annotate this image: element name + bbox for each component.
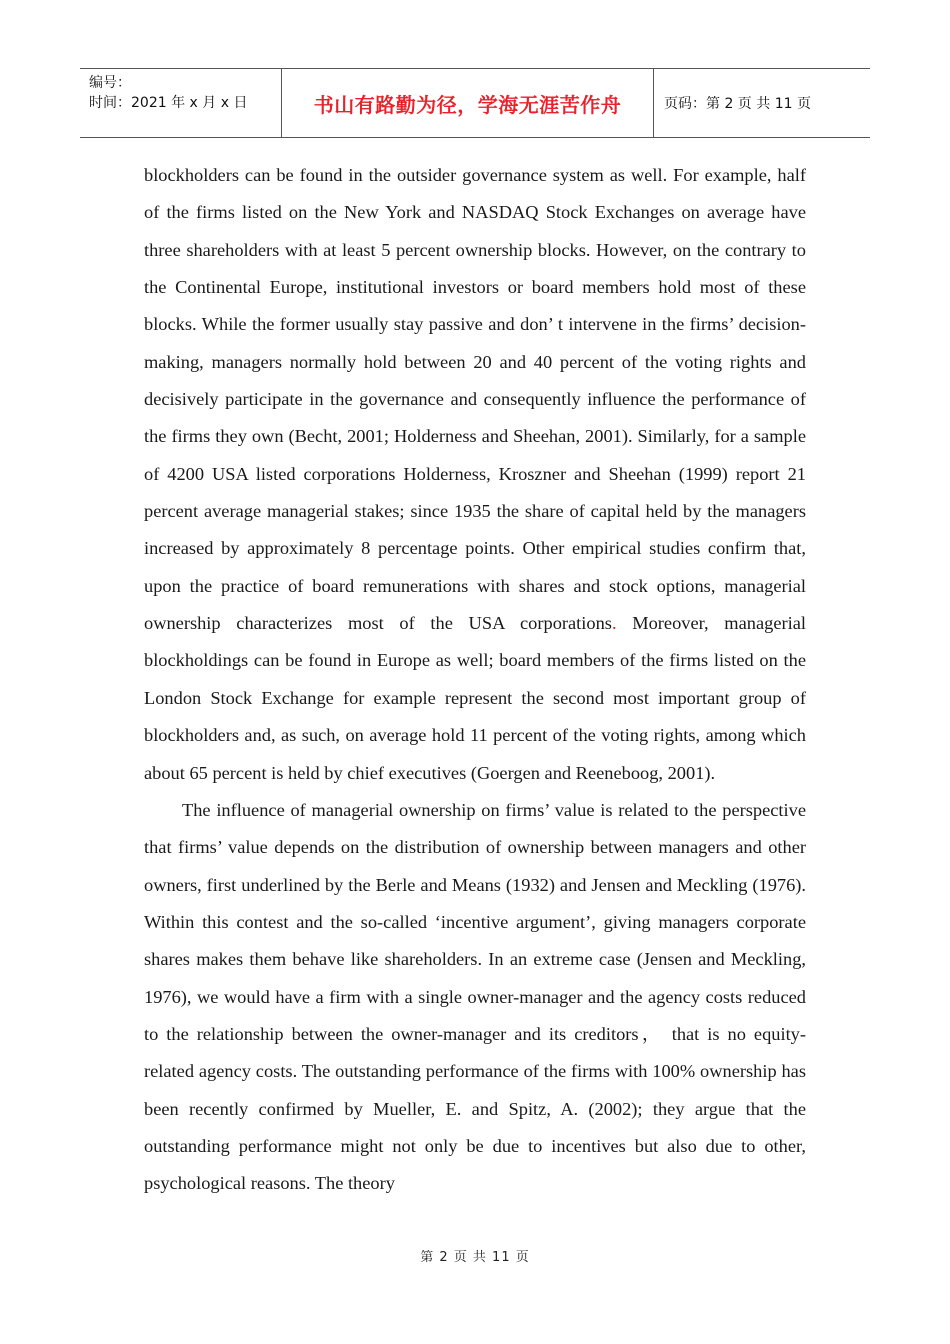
document-body [144, 157, 806, 1203]
page-footer: 第 2 页 共 11 页 [420, 1250, 530, 1265]
header-motto: 书山有路勤为径，学海无涯苦作舟 [313, 92, 622, 117]
header-page-cell [654, 69, 870, 137]
date-label: 时间：2021 年 x 月 x 日 [89, 95, 248, 111]
paragraph-1-main: blockholders can be found in the outsider governance system as well. For example, half of the firms listed on the New York and NASDAQ Stock Exchanges on average have three shareholders with at least 5 percent ownership blocks. However, on the contrary to the Continental Europe, institutional investors or board members hold most of these blocks. While the former usually stay passive and don’ t intervene in the firms’ decision-making, managers normally hold between 20 and 40 percent of the voting rights and decisively participate in the governance and consequently influence the performance of the firms they own (Becht, 2001; Holderness and Sheehan, 2001). Similarly, for a sample of 4200 USA listed corporations Holderness, Kroszner and Sheehan (1999) report 21 percent average managerial stakes; since 1935 the share of capital held by the managers increased by approximately 8 percentage points. Other empirical studies confirm that, upon the practice of board remunerations with shares and stock options, managerial ownership characterizes most of the USA corporations [144, 165, 806, 634]
paragraph-2: The influence of managerial ownership on firms’ value is related to the perspective that firms’ value depends on the distribution of ownership between managers and other owners, first underlined by the Berle and Means (1932) and Jensen and Meckling (1976). Within this contest and the so-called ‘incentive argument’, giving managers corporate shares makes them behave like shareholders. In an extreme case (Jensen and Meckling, 1976), we would have a firm with a single owner-manager and the agency costs reduced to the relationship between the owner-manager and its creditors， that is no equity-related agency costs. The outstanding performance of the firms with 100% ownership has been recently confirmed by Mueller, E. and Spitz, A. (2002); they argue that the outstanding performance might not only be due to incentives but also due to other, psychological reasons. The theory [144, 799, 806, 1194]
paragraph-1-red-period: . [611, 613, 617, 634]
page-header [80, 68, 870, 138]
serial-number-label: 编号： [89, 75, 131, 91]
header-page-number: 页码：第 2 页 共 11 页 [664, 96, 811, 112]
header-motto-cell [281, 69, 654, 137]
paragraph-1 [144, 157, 806, 792]
header-meta [80, 69, 281, 137]
paragraph-1-rest: Moreover, managerial blockholdings can be found in Europe as well; board members of the firms listed on the London Stock Exchange for example represent the second most important group of blockholders and, as such, on average hold 11 percent of the voting rights, among which about 65 percent is held by chief executives (Goergen and Reeneboog, 2001). [144, 613, 806, 783]
